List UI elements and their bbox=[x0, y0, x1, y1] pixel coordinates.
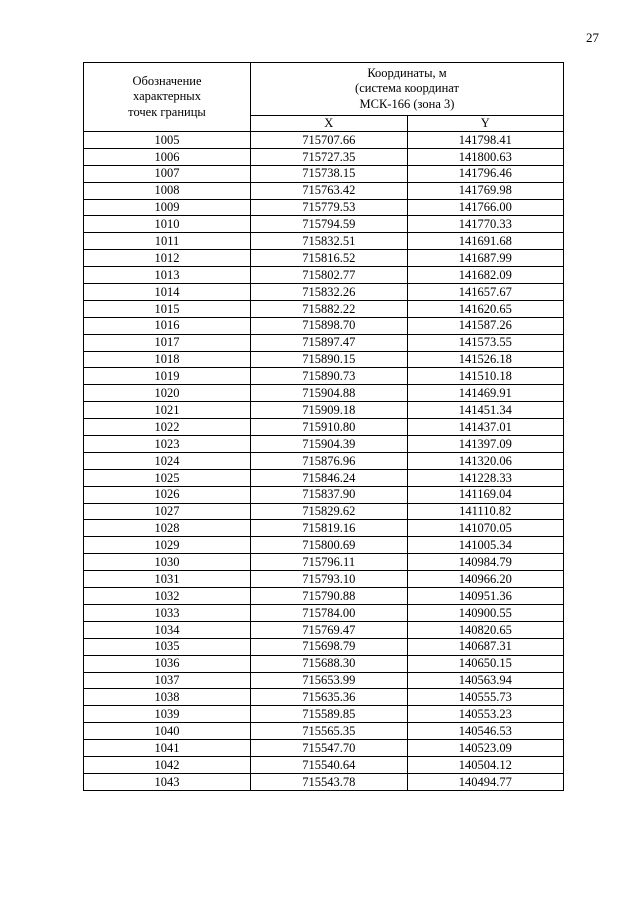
x-coordinate-cell: 715829.62 bbox=[251, 503, 408, 520]
x-coordinate-cell: 715898.70 bbox=[251, 317, 408, 334]
point-id-cell: 1034 bbox=[84, 621, 251, 638]
x-coordinate-cell: 715832.51 bbox=[251, 233, 408, 250]
table-body bbox=[84, 132, 564, 791]
point-id-cell: 1020 bbox=[84, 385, 251, 402]
table-row bbox=[84, 571, 564, 588]
x-coordinate-cell: 715763.42 bbox=[251, 182, 408, 199]
point-id-cell: 1032 bbox=[84, 588, 251, 605]
table-row bbox=[84, 419, 564, 436]
point-id-cell: 1005 bbox=[84, 132, 251, 149]
point-id-cell: 1040 bbox=[84, 723, 251, 740]
point-id-cell: 1023 bbox=[84, 436, 251, 453]
x-coordinate-cell: 715882.22 bbox=[251, 300, 408, 317]
y-coordinate-cell: 140504.12 bbox=[407, 756, 564, 773]
y-coordinate-cell: 141587.26 bbox=[407, 317, 564, 334]
coordinates-header-line: Координаты, м bbox=[367, 65, 447, 80]
point-label-header-line: точек границы bbox=[128, 104, 206, 119]
x-coordinate-cell: 715876.96 bbox=[251, 452, 408, 469]
table-row bbox=[84, 436, 564, 453]
x-coordinate-cell: 715784.00 bbox=[251, 604, 408, 621]
table-row bbox=[84, 300, 564, 317]
y-coordinate-cell: 140555.73 bbox=[407, 689, 564, 706]
y-coordinate-cell: 140984.79 bbox=[407, 554, 564, 571]
y-coordinate-cell: 141769.98 bbox=[407, 182, 564, 199]
y-column-header: Y bbox=[407, 116, 564, 132]
y-coordinate-cell: 141510.18 bbox=[407, 368, 564, 385]
point-id-cell: 1014 bbox=[84, 284, 251, 301]
table-row bbox=[84, 503, 564, 520]
point-id-cell: 1028 bbox=[84, 520, 251, 537]
y-coordinate-cell: 141397.09 bbox=[407, 436, 564, 453]
point-id-cell: 1022 bbox=[84, 419, 251, 436]
table-row bbox=[84, 621, 564, 638]
point-id-cell: 1024 bbox=[84, 452, 251, 469]
point-id-cell: 1035 bbox=[84, 638, 251, 655]
x-coordinate-cell: 715540.64 bbox=[251, 756, 408, 773]
y-coordinate-cell: 141657.67 bbox=[407, 284, 564, 301]
x-coordinate-cell: 715794.59 bbox=[251, 216, 408, 233]
y-coordinate-cell: 141687.99 bbox=[407, 250, 564, 267]
x-coordinate-cell: 715790.88 bbox=[251, 588, 408, 605]
x-coordinate-cell: 715816.52 bbox=[251, 250, 408, 267]
table-row bbox=[84, 132, 564, 149]
table-row bbox=[84, 756, 564, 773]
y-coordinate-cell: 140494.77 bbox=[407, 773, 564, 790]
x-coordinate-cell: 715543.78 bbox=[251, 773, 408, 790]
y-coordinate-cell: 141798.41 bbox=[407, 132, 564, 149]
x-coordinate-cell: 715837.90 bbox=[251, 486, 408, 503]
x-coordinate-cell: 715727.35 bbox=[251, 148, 408, 165]
point-id-cell: 1041 bbox=[84, 740, 251, 757]
x-coordinate-cell: 715653.99 bbox=[251, 672, 408, 689]
point-id-cell: 1025 bbox=[84, 469, 251, 486]
point-id-cell: 1031 bbox=[84, 571, 251, 588]
table-row bbox=[84, 773, 564, 790]
table-row bbox=[84, 267, 564, 284]
table-row bbox=[84, 604, 564, 621]
y-coordinate-cell: 141320.06 bbox=[407, 452, 564, 469]
coordinates-header-line: (система координат bbox=[355, 81, 459, 96]
point-id-cell: 1009 bbox=[84, 199, 251, 216]
x-coordinate-cell: 715796.11 bbox=[251, 554, 408, 571]
x-coordinate-cell: 715800.69 bbox=[251, 537, 408, 554]
point-id-cell: 1012 bbox=[84, 250, 251, 267]
x-coordinate-cell: 715890.73 bbox=[251, 368, 408, 385]
y-coordinate-cell: 141437.01 bbox=[407, 419, 564, 436]
y-coordinate-cell: 140553.23 bbox=[407, 706, 564, 723]
coordinates-table bbox=[83, 62, 564, 791]
y-coordinate-cell: 141573.55 bbox=[407, 334, 564, 351]
y-coordinate-cell: 141228.33 bbox=[407, 469, 564, 486]
point-id-cell: 1039 bbox=[84, 706, 251, 723]
x-coordinate-cell: 715832.26 bbox=[251, 284, 408, 301]
x-coordinate-cell: 715890.15 bbox=[251, 351, 408, 368]
table-row bbox=[84, 317, 564, 334]
y-coordinate-cell: 141110.82 bbox=[407, 503, 564, 520]
table-row bbox=[84, 723, 564, 740]
y-coordinate-cell: 141796.46 bbox=[407, 165, 564, 182]
x-coordinate-cell: 715897.47 bbox=[251, 334, 408, 351]
table-row bbox=[84, 368, 564, 385]
x-coordinate-cell: 715707.66 bbox=[251, 132, 408, 149]
x-coordinate-cell: 715688.30 bbox=[251, 655, 408, 672]
point-id-cell: 1026 bbox=[84, 486, 251, 503]
x-coordinate-cell: 715819.16 bbox=[251, 520, 408, 537]
x-coordinate-cell: 715846.24 bbox=[251, 469, 408, 486]
y-coordinate-cell: 141766.00 bbox=[407, 199, 564, 216]
point-id-cell: 1030 bbox=[84, 554, 251, 571]
point-id-cell: 1011 bbox=[84, 233, 251, 250]
y-coordinate-cell: 141620.65 bbox=[407, 300, 564, 317]
table-row bbox=[84, 554, 564, 571]
y-coordinate-cell: 141526.18 bbox=[407, 351, 564, 368]
y-coordinate-cell: 141682.09 bbox=[407, 267, 564, 284]
point-id-cell: 1013 bbox=[84, 267, 251, 284]
point-label-header-line: Обозначение bbox=[132, 73, 202, 88]
point-id-cell: 1027 bbox=[84, 503, 251, 520]
point-label-header-line: характерных bbox=[133, 89, 201, 104]
x-coordinate-cell: 715565.35 bbox=[251, 723, 408, 740]
point-id-cell: 1016 bbox=[84, 317, 251, 334]
table-row bbox=[84, 689, 564, 706]
table-row bbox=[84, 638, 564, 655]
x-coordinate-cell: 715635.36 bbox=[251, 689, 408, 706]
table-row bbox=[84, 655, 564, 672]
x-coordinate-cell: 715547.70 bbox=[251, 740, 408, 757]
table-row bbox=[84, 469, 564, 486]
x-column-header: X bbox=[251, 116, 408, 132]
x-coordinate-cell: 715769.47 bbox=[251, 621, 408, 638]
y-coordinate-cell: 140900.55 bbox=[407, 604, 564, 621]
y-coordinate-cell: 141451.34 bbox=[407, 402, 564, 419]
table-row bbox=[84, 537, 564, 554]
x-coordinate-cell: 715698.79 bbox=[251, 638, 408, 655]
coordinates-header bbox=[251, 63, 564, 116]
point-id-cell: 1015 bbox=[84, 300, 251, 317]
y-coordinate-cell: 140820.65 bbox=[407, 621, 564, 638]
point-id-cell: 1006 bbox=[84, 148, 251, 165]
point-id-cell: 1037 bbox=[84, 672, 251, 689]
y-coordinate-cell: 141070.05 bbox=[407, 520, 564, 537]
y-coordinate-cell: 140951.36 bbox=[407, 588, 564, 605]
point-id-cell: 1038 bbox=[84, 689, 251, 706]
table-row bbox=[84, 452, 564, 469]
table-row bbox=[84, 250, 564, 267]
table-row bbox=[84, 351, 564, 368]
y-coordinate-cell: 141770.33 bbox=[407, 216, 564, 233]
table-row bbox=[84, 182, 564, 199]
x-coordinate-cell: 715738.15 bbox=[251, 165, 408, 182]
point-id-cell: 1043 bbox=[84, 773, 251, 790]
table-row bbox=[84, 740, 564, 757]
point-id-cell: 1029 bbox=[84, 537, 251, 554]
table-row bbox=[84, 284, 564, 301]
table-row bbox=[84, 706, 564, 723]
table-row bbox=[84, 334, 564, 351]
point-id-cell: 1007 bbox=[84, 165, 251, 182]
y-coordinate-cell: 140687.31 bbox=[407, 638, 564, 655]
point-id-cell: 1019 bbox=[84, 368, 251, 385]
point-id-cell: 1033 bbox=[84, 604, 251, 621]
point-label-header bbox=[84, 63, 251, 132]
x-coordinate-cell: 715904.39 bbox=[251, 436, 408, 453]
x-coordinate-cell: 715904.88 bbox=[251, 385, 408, 402]
y-coordinate-cell: 141169.04 bbox=[407, 486, 564, 503]
page-number: 27 bbox=[586, 30, 599, 45]
table-row bbox=[84, 233, 564, 250]
x-coordinate-cell: 715802.77 bbox=[251, 267, 408, 284]
table-row bbox=[84, 588, 564, 605]
y-coordinate-cell: 140650.15 bbox=[407, 655, 564, 672]
y-coordinate-cell: 140546.53 bbox=[407, 723, 564, 740]
y-coordinate-cell: 140966.20 bbox=[407, 571, 564, 588]
point-id-cell: 1018 bbox=[84, 351, 251, 368]
point-id-cell: 1021 bbox=[84, 402, 251, 419]
x-coordinate-cell: 715793.10 bbox=[251, 571, 408, 588]
table-row bbox=[84, 165, 564, 182]
point-id-cell: 1010 bbox=[84, 216, 251, 233]
x-coordinate-cell: 715589.85 bbox=[251, 706, 408, 723]
table-row bbox=[84, 486, 564, 503]
x-coordinate-cell: 715779.53 bbox=[251, 199, 408, 216]
y-coordinate-cell: 140563.94 bbox=[407, 672, 564, 689]
x-coordinate-cell: 715910.80 bbox=[251, 419, 408, 436]
point-id-cell: 1036 bbox=[84, 655, 251, 672]
x-coordinate-cell: 715909.18 bbox=[251, 402, 408, 419]
table-row bbox=[84, 402, 564, 419]
point-id-cell: 1008 bbox=[84, 182, 251, 199]
table-row bbox=[84, 520, 564, 537]
table-row bbox=[84, 148, 564, 165]
coordinates-header-line: МСК-166 (зона 3) bbox=[359, 96, 455, 111]
table-row bbox=[84, 199, 564, 216]
point-id-cell: 1017 bbox=[84, 334, 251, 351]
point-id-cell: 1042 bbox=[84, 756, 251, 773]
table-row bbox=[84, 216, 564, 233]
y-coordinate-cell: 140523.09 bbox=[407, 740, 564, 757]
table-row bbox=[84, 672, 564, 689]
y-coordinate-cell: 141005.34 bbox=[407, 537, 564, 554]
y-coordinate-cell: 141469.91 bbox=[407, 385, 564, 402]
table-row bbox=[84, 385, 564, 402]
y-coordinate-cell: 141800.63 bbox=[407, 148, 564, 165]
y-coordinate-cell: 141691.68 bbox=[407, 233, 564, 250]
